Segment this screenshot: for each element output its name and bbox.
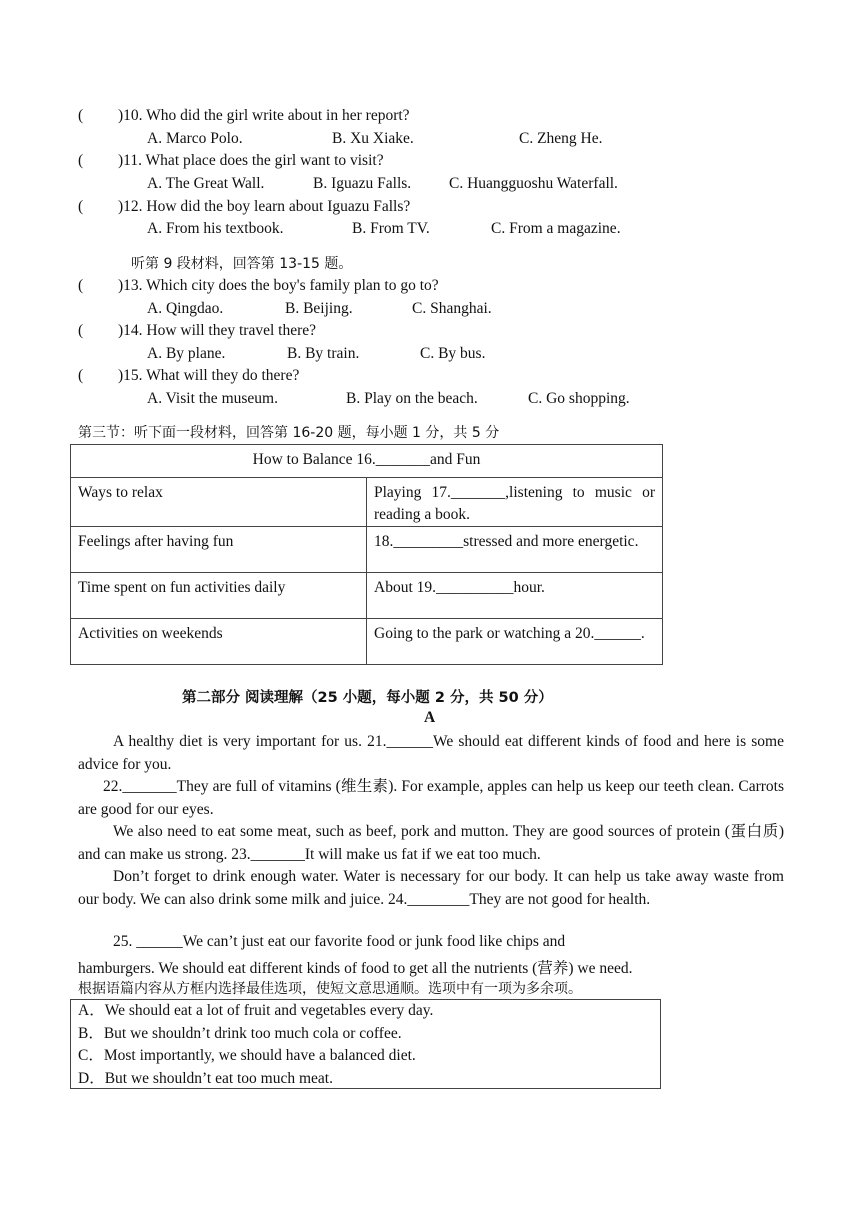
- answer-paren[interactable]: (: [78, 322, 84, 339]
- table-row: [71, 573, 663, 619]
- table-cell-label: Ways to relax: [71, 478, 367, 527]
- table-cell-value: 18._________stressed and more energetic.: [367, 527, 663, 573]
- option-c: C. By bus.: [420, 345, 486, 362]
- table-cell-label: Feelings after having fun: [71, 527, 367, 573]
- option-b: B. Iguazu Falls.: [313, 175, 412, 192]
- option-b: B. From TV.: [352, 220, 430, 237]
- task-instruction: 根据语篇内容从方框内选择最佳选项，使短文意思通顺。选项中有一项为多余项。: [78, 981, 582, 997]
- option-b: B. Beijing.: [285, 300, 353, 317]
- section-9-instruction: 听第 9 段材料，回答第 13-15 题。: [131, 256, 353, 272]
- question-text: )12. How did the boy learn about Iguazu Falls?: [118, 198, 411, 215]
- part-2-heading: 第二部分 阅读理解（25 小题，每小题 2 分，共 50 分）: [182, 690, 553, 706]
- paragraph-1: A healthy diet is very important for us. 21.______We should eat different kinds of food and here is some advice for you.: [78, 733, 784, 773]
- option-c: C. Shanghai.: [412, 300, 492, 317]
- option-c: C. From a magazine.: [491, 220, 621, 237]
- option-a: A. Marco Polo.: [147, 130, 243, 147]
- option-b: B. By train.: [287, 345, 360, 362]
- table-cell-value: Playing 17._______,listening to music or reading a book.: [367, 478, 663, 527]
- paragraph-4: Don’t forget to drink enough water. Water is necessary for our body. It can help us take away waste from our body. We can also drink some milk and juice. 24.________They are not good for health.: [78, 868, 784, 908]
- option-a: A. The Great Wall.: [147, 175, 265, 192]
- question-text: )10. Who did the girl write about in her report?: [118, 107, 410, 124]
- answer-paren[interactable]: (: [78, 152, 84, 169]
- option-c: C. Zheng He.: [519, 130, 603, 147]
- answer-paren[interactable]: (: [78, 107, 84, 124]
- passage-letter: A: [424, 709, 436, 726]
- option-a: A. By plane.: [147, 345, 226, 362]
- option-a: A. Visit the museum.: [147, 390, 278, 407]
- table-cell-label: Activities on weekends: [71, 619, 367, 665]
- choice-d: D．But we shouldn’t eat too much meat.: [78, 1069, 333, 1087]
- table-cell-value: About 19.__________hour.: [367, 573, 663, 619]
- table-row: [71, 478, 663, 527]
- paragraph-5-line-1: 25. ______We can’t just eat our favorite food or junk food like chips and: [113, 933, 566, 950]
- table-row: [71, 527, 663, 573]
- answer-paren[interactable]: (: [78, 367, 84, 384]
- option-c: C. Huangguoshu Waterfall.: [449, 175, 618, 192]
- question-text: )11. What place does the girl want to visit?: [118, 152, 384, 169]
- table-cell-value: Going to the park or watching a 20.______.: [367, 619, 663, 665]
- answer-paren[interactable]: (: [78, 277, 84, 294]
- choice-b: B．But we shouldn’t drink too much cola or coffee.: [78, 1024, 402, 1042]
- option-a: A. From his textbook.: [147, 220, 284, 237]
- choice-a: A．We should eat a lot of fruit and vegetables every day.: [78, 1002, 434, 1019]
- option-a: A. Qingdao.: [147, 300, 224, 317]
- option-c: C. Go shopping.: [528, 390, 630, 407]
- option-b: B. Xu Xiake.: [332, 130, 414, 147]
- answer-paren[interactable]: (: [78, 198, 84, 215]
- section-3-instruction: 第三节：听下面一段材料，回答第 16-20 题，每小题 1 分，共 5 分: [78, 425, 500, 441]
- choice-c: C．Most importantly, we should have a balanced diet.: [78, 1047, 416, 1065]
- option-b: B. Play on the beach.: [346, 390, 478, 407]
- paragraph-2: 22._______They are full of vitamins (维生素). For example, apples can help us keep our teeth clean. Carrots are good for our eyes.: [78, 778, 784, 818]
- table-cell-label: Time spent on fun activities daily: [71, 573, 367, 619]
- question-text: )14. How will they travel there?: [118, 322, 316, 339]
- choices-box: [70, 999, 661, 1089]
- balance-table: [70, 444, 663, 665]
- question-text: )13. Which city does the boy's family plan to go to?: [118, 277, 439, 294]
- paragraph-3: We also need to eat some meat, such as beef, pork and mutton. They are good sources of protein (蛋白质) and can make us strong. 23._______It will make us fat if we eat too much.: [78, 823, 784, 863]
- question-text: )15. What will they do there?: [118, 367, 300, 384]
- table-title: How to Balance 16._______and Fun: [71, 445, 663, 478]
- table-row: [71, 619, 663, 665]
- paragraph-5-line-2: hamburgers. We should eat different kinds of food to get all the nutrients (营养) we need.: [78, 960, 633, 977]
